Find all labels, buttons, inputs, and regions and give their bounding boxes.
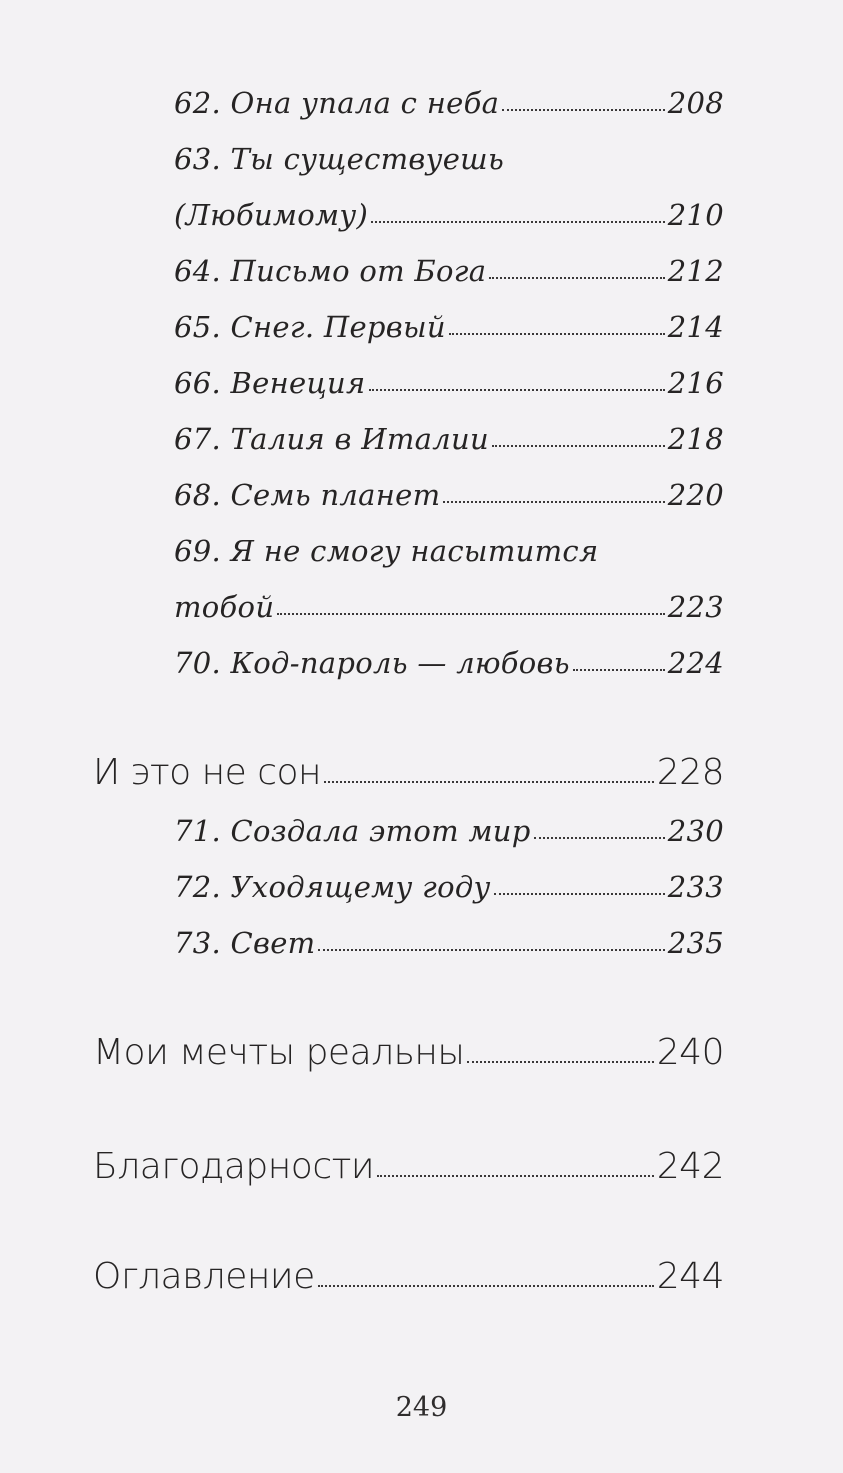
toc-entry-title-line1: 69. Я не смогу насытится xyxy=(174,534,599,568)
dot-leader xyxy=(492,445,665,447)
toc-page-number: 218 xyxy=(667,422,724,456)
toc-section xyxy=(93,1146,724,1187)
dot-leader xyxy=(277,613,664,615)
toc-page-number: 244 xyxy=(656,1256,724,1297)
toc-entry xyxy=(174,646,724,680)
toc-entry xyxy=(174,926,724,960)
dot-leader xyxy=(371,221,665,223)
dot-leader xyxy=(467,1061,653,1063)
toc-entry xyxy=(174,590,724,624)
toc-entry-title: (Любимому) xyxy=(174,198,369,232)
toc-page-number: 212 xyxy=(667,254,724,288)
toc-entry-title: 72. Уходящему году xyxy=(174,870,491,904)
dot-leader xyxy=(324,781,654,783)
toc-section-title: Благодарности xyxy=(93,1146,375,1187)
dot-leader xyxy=(573,669,665,671)
toc-page-number: 235 xyxy=(667,926,724,960)
toc-entry-title: 70. Код-пароль — любовь xyxy=(174,646,570,680)
dot-leader xyxy=(502,109,665,111)
dot-leader xyxy=(449,333,665,335)
toc-entry xyxy=(174,870,724,904)
toc-page-number: 240 xyxy=(656,1032,724,1073)
toc-page-number: 223 xyxy=(667,590,724,624)
dot-leader xyxy=(494,893,665,895)
toc-page-number: 242 xyxy=(656,1146,724,1187)
toc-entry xyxy=(174,310,724,344)
dot-leader xyxy=(534,837,665,839)
toc-page-number: 228 xyxy=(656,752,724,793)
dot-leader xyxy=(318,949,664,951)
toc-page-number: 230 xyxy=(667,814,724,848)
toc-entry-title: 67. Талия в Италии xyxy=(174,422,489,456)
page-number-footer: 249 xyxy=(395,1392,448,1423)
toc-page-number: 224 xyxy=(667,646,724,680)
toc-page-number: 208 xyxy=(667,86,724,120)
dot-leader xyxy=(489,277,664,279)
toc-page-number: 214 xyxy=(667,310,724,344)
dot-leader xyxy=(318,1285,654,1287)
dot-leader xyxy=(377,1175,654,1177)
toc-entry-title: 73. Свет xyxy=(174,926,316,960)
toc-entry-title: 68. Семь планет xyxy=(174,478,441,512)
toc-section-title: Мои мечты реальны xyxy=(93,1032,465,1073)
toc-entry xyxy=(174,86,724,120)
toc-page-number: 216 xyxy=(667,366,724,400)
toc-section-title: И это не сон xyxy=(93,752,322,793)
toc-entry-title: 71. Создала этот мир xyxy=(174,814,531,848)
toc-entry xyxy=(174,198,724,232)
toc-entry-title: 62. Она упала с неба xyxy=(174,86,500,120)
toc-section xyxy=(93,1256,724,1297)
dot-leader xyxy=(443,501,664,503)
toc-section-title: Оглавление xyxy=(93,1256,315,1297)
toc-page-number: 210 xyxy=(667,198,724,232)
toc-entry xyxy=(174,366,724,400)
dot-leader xyxy=(369,389,665,391)
toc-entry-title: 65. Снег. Первый xyxy=(174,310,446,344)
toc-entry-title: 66. Венеция xyxy=(174,366,366,400)
toc-page-number: 220 xyxy=(667,478,724,512)
toc-entry-title: 64. Письмо от Бога xyxy=(174,254,487,288)
toc-entry-title-line1: 63. Ты существуешь xyxy=(174,142,505,176)
toc-entry-title: тобой xyxy=(174,590,275,624)
toc-section xyxy=(93,752,724,793)
toc-entry xyxy=(174,478,724,512)
toc-entry xyxy=(174,422,724,456)
toc-entry xyxy=(174,814,724,848)
toc-page-number: 233 xyxy=(667,870,724,904)
toc-entry xyxy=(174,254,724,288)
toc-section xyxy=(93,1032,724,1073)
